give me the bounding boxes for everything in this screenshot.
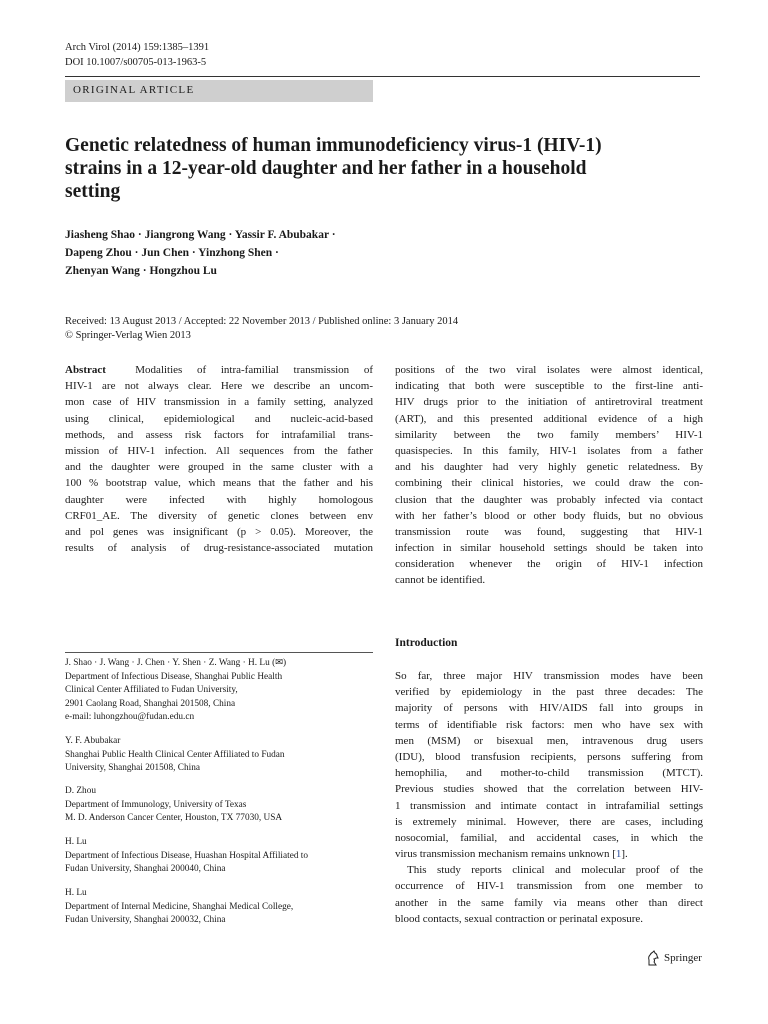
footnote-rule bbox=[65, 652, 373, 653]
affiliation-line: Department of Infectious Disease, Huashan Hospital Affiliated to bbox=[65, 850, 309, 861]
abstract-line: transmission route was found, suggesting that HIV-1 bbox=[395, 525, 703, 538]
affiliation-line: Fudan University, Shanghai 200032, China bbox=[65, 915, 226, 925]
article-type-banner bbox=[65, 80, 373, 102]
abstract-line: results of analysis of drug-resistance-associated mutation bbox=[65, 542, 373, 555]
body-line: majority of persons with HIV/AIDS fall into groups in bbox=[395, 702, 703, 715]
abstract-line: with her father’s blood or other body fluids, but no obvious bbox=[395, 509, 703, 522]
abstract-label: Abstract bbox=[65, 364, 106, 376]
abstract-line: mon case of HIV transmission in a family setting, analyzed bbox=[65, 396, 373, 409]
body-line: 1 transmission and intimate contact in intrafamilial settings bbox=[395, 799, 703, 812]
abstract-line: positions of the two viral isolates were almost identical, bbox=[395, 364, 703, 376]
abstract-line: HIV-1 are not always clear. Here we describe an uncom- bbox=[65, 380, 373, 393]
abstract-line: combining their clinical histories, we could draw the con- bbox=[395, 477, 703, 490]
abstract-line: CRF01_AE. The diversity of genetic clones between env bbox=[65, 509, 373, 522]
abstract-line: infection in similar household settings should be taken into bbox=[395, 542, 703, 555]
abstract-line bbox=[65, 362, 373, 378]
publisher-footer bbox=[646, 950, 702, 966]
body-text: ]. bbox=[621, 848, 628, 861]
abstract-line: similarity between the two family members’ HIV-1 bbox=[395, 428, 703, 441]
author-line: Zhenyan Wang · Hongzhou Lu bbox=[65, 265, 217, 277]
header-rule bbox=[65, 76, 700, 77]
article-title bbox=[65, 134, 685, 203]
affiliation-line: Fudan University, Shanghai 200040, China bbox=[65, 864, 226, 874]
article-type-label: ORIGINAL ARTICLE bbox=[73, 84, 195, 96]
abstract-line: clusion that the daughter was probably infected via contact bbox=[395, 493, 703, 506]
abstract-line: quasispecies. In this family, HIV-1 isolates from a father bbox=[395, 444, 703, 457]
abstract-line: 100 % bootstrap value, which means that the father and his bbox=[65, 477, 373, 490]
affiliation-line: Shanghai Public Health Clinical Center Affiliated to Fudan bbox=[65, 749, 285, 760]
body-line: Previous studies showed that the correlation between HIV- bbox=[395, 783, 703, 796]
publication-history bbox=[65, 315, 705, 343]
dates-line: Received: 13 August 2013 / Accepted: 22 November 2013 / Published online: 3 January 2014 bbox=[65, 316, 459, 327]
affiliation-line: 2901 Caolang Road, Shanghai 201508, China bbox=[65, 698, 236, 709]
abstract-line: daughter were infected with highly homologous bbox=[65, 493, 373, 506]
title-line: setting bbox=[65, 181, 121, 202]
affiliation-line: Clinical Center Affiliated to Fudan University, bbox=[65, 685, 238, 695]
affiliation-block bbox=[65, 657, 375, 725]
abstract-line: mission of HIV-1 infection. All sequences from the father bbox=[65, 444, 373, 457]
body-line: (IDU), blood transfusion recipients, persons suffering from bbox=[395, 750, 703, 763]
abstract-left-column bbox=[65, 362, 373, 556]
body-line: men (MSM) or bisexual men, intravenous drug users bbox=[395, 734, 703, 747]
abstract-line: and the daughter were grouped in the same cluster with a bbox=[65, 461, 373, 474]
body-line: This study reports clinical and molecular proof of the bbox=[407, 864, 703, 877]
affiliation-block bbox=[65, 785, 375, 826]
affiliation-line: Department of Immunology, University of Texas bbox=[65, 799, 247, 810]
body-text: virus transmission mechanism remains unknown [ bbox=[395, 848, 616, 861]
abstract-line: (ART), and this presented additional evidence of a high bbox=[395, 412, 703, 425]
citation-link[interactable]: 1 bbox=[615, 848, 622, 861]
body-line: terms of identifiable risk factors: men who have sex with bbox=[395, 718, 703, 731]
affiliation-authors: J. Shao · J. Wang · J. Chen · Y. Shen · Z. Wang · H. Lu (✉) bbox=[65, 658, 287, 668]
abstract-line: and pol genes was insignificant (p > 0.05). Moreover, the bbox=[65, 525, 373, 538]
author-line: Dapeng Zhou · Jun Chen · Yinzhong Shen · bbox=[65, 247, 279, 259]
body-line: blood contacts, sexual contraction or perinatal exposure. bbox=[395, 912, 644, 925]
copyright-line: © Springer-Verlag Wien 2013 bbox=[65, 330, 191, 341]
abstract-line: using clinical, epidemiological and nucleic-acid-based bbox=[65, 412, 373, 425]
body-line: another in the same family via means other than direct bbox=[395, 896, 703, 909]
abstract-line: methods, and assess risk factors for intrafamilial trans- bbox=[65, 428, 373, 441]
body-line: verified by epidemiology in the past three decades: The bbox=[395, 686, 703, 699]
title-line: Genetic relatedness of human immunodeficiency virus-1 (HIV-1) bbox=[65, 135, 602, 156]
body-line bbox=[395, 846, 703, 862]
abstract-line: consideration whenever the origin of HIV-1 infection bbox=[395, 558, 703, 571]
introduction-body bbox=[395, 668, 703, 927]
affiliation-authors: H. Lu bbox=[65, 837, 87, 847]
author-line: Jiasheng Shao · Jiangrong Wang · Yassir F. Abubakar · bbox=[65, 229, 336, 241]
body-line: occurrence of HIV-1 transmission from one member to bbox=[395, 880, 703, 893]
body-line: hemophilia, and mother-to-child transmission (MTCT). bbox=[395, 767, 703, 780]
affiliation-line: Department of Infectious Disease, Shanghai Public Health bbox=[65, 671, 283, 682]
affiliation-block bbox=[65, 887, 375, 928]
abstract-line: HIV drugs prior to the initiation of antiretroviral treatment bbox=[395, 396, 703, 409]
journal-citation: Arch Virol (2014) 159:1385–1391 bbox=[65, 42, 210, 53]
abstract-line: and his daughter had very highly genetic relatedness. By bbox=[395, 461, 703, 474]
body-line: nosocomial, familial, and accidental cases, in which the bbox=[395, 831, 703, 844]
affiliation-authors: Y. F. Abubakar bbox=[65, 736, 121, 746]
affiliation-authors: D. Zhou bbox=[65, 786, 96, 796]
abstract-line: cannot be identified. bbox=[395, 574, 486, 587]
abstract-line: indicating that both were susceptible to the first-line anti- bbox=[395, 380, 703, 393]
springer-horse-icon bbox=[646, 950, 660, 966]
affiliation-line: Department of Internal Medicine, Shanghai Medical College, bbox=[65, 901, 294, 912]
title-line: strains in a 12-year-old daughter and her father in a household bbox=[65, 158, 587, 179]
affiliation-line: M. D. Anderson Cancer Center, Houston, TX 77030, USA bbox=[65, 813, 283, 823]
abstract-right-column bbox=[395, 362, 703, 589]
doi: DOI 10.1007/s00705-013-1963-5 bbox=[65, 57, 207, 68]
affiliation-block bbox=[65, 836, 375, 877]
body-line: is extremely minimal. However, there are cases, including bbox=[395, 815, 703, 828]
affiliation-block bbox=[65, 735, 375, 776]
affiliation-line: University, Shanghai 201508, China bbox=[65, 763, 200, 773]
section-heading-introduction: Introduction bbox=[395, 637, 458, 649]
email-link[interactable]: e-mail: luhongzhou@fudan.edu.cn bbox=[65, 712, 195, 722]
abstract-first-text: Modalities of intra-familial transmission of bbox=[135, 364, 373, 376]
affiliation-authors: H. Lu bbox=[65, 888, 87, 898]
author-list bbox=[65, 226, 465, 280]
publisher-name: Springer bbox=[664, 952, 702, 964]
body-line: So far, three major HIV transmission modes have been bbox=[395, 670, 703, 682]
